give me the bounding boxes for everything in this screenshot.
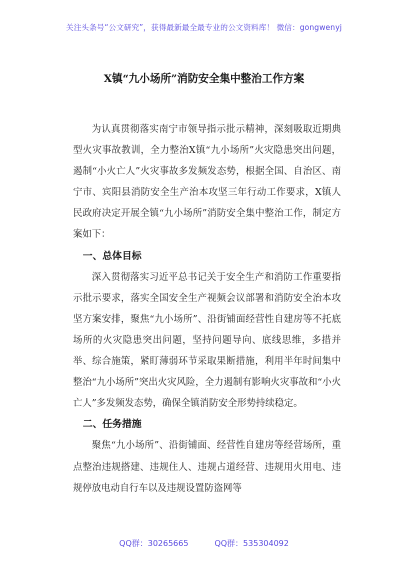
tasks-paragraph: 聚焦“九小场所”、沿街铺面、经营性自建房等经营场所，重点整治违规搭建、违规住人、违规占道经营、违规用火用电、违规停放电动自行车以及违规设置防盗网等 [73, 440, 341, 494]
header-notice: 关注头条号“公文研究”，获得最新最全最专业的公文资料库！ 微信：gongwenyj [66, 23, 342, 32]
footer-qq-group-1: QQ群：30265665 [119, 539, 189, 548]
document-body [73, 119, 341, 499]
goals-paragraph: 深入贯彻落实习近平总书记关于安全生产和消防工作重要指示批示要求，落实全国安全生产视频会议部署和消防安全治本攻坚方案安排，聚焦“九小场所”、沿街铺面经营性自建房等不托底场所的火灾隐患突出问题，坚持问题导向、底线思维，多措并举、综合施策，紧盯薄弱环节采取果断措施，利用半年时间集中整治“九小场所”突出火灾风险，全力遏制有影响火灾事故和“小火亡人”多发频发态势，确保全镇消防安全形势持续稳定。 [73, 271, 341, 410]
section-heading-tasks: 二、任务措施 [82, 419, 142, 431]
footer [0, 538, 408, 549]
intro-paragraph: 为认真贯彻落实南宁市领导指示批示精神，深刻吸取近期典型火灾事故教训，全力整治X镇“九小场所”火灾隐患突出问题，遏制“小火亡人”火灾事故多发频发态势，根据全国、自治区、南宁市、宾阳县消防安全生产治本攻坚三年行动工作要求，X镇人民政府决定开展全镇“九小场所”消防安全集中整治工作，制定方案如下： [73, 124, 341, 241]
page-title: X镇“九小场所”消防安全集中整治工作方案 [103, 73, 305, 85]
footer-qq-group-2: QQ群：535304092 [214, 539, 289, 548]
section-heading-goals: 一、总体目标 [82, 250, 142, 262]
